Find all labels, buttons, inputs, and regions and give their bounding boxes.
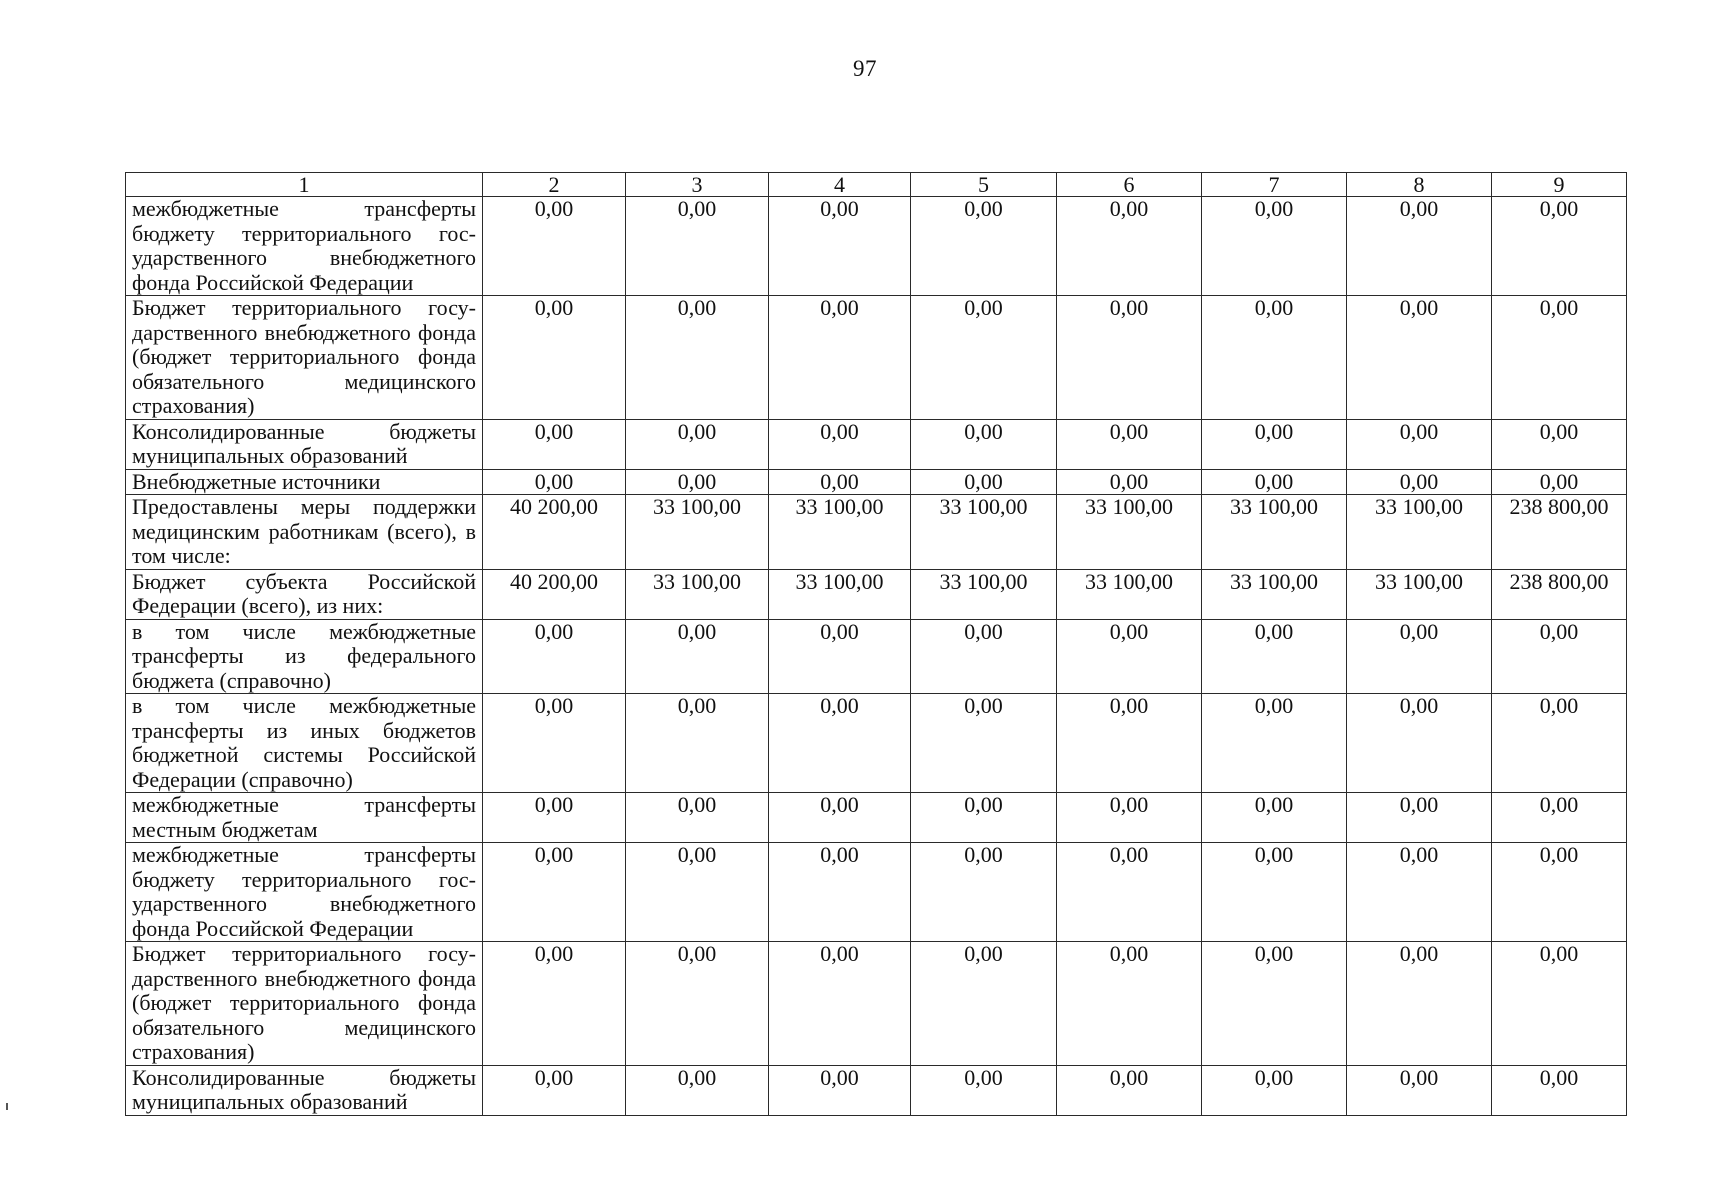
value-cell: 0,00 — [1347, 296, 1492, 420]
row-label: Внебюджетные источники — [126, 469, 483, 495]
column-header: 1 — [126, 173, 483, 197]
row-label: Консолидированные бюджеты муниципальных образований — [126, 419, 483, 469]
value-cell: 0,00 — [483, 843, 626, 942]
value-cell: 238 800,00 — [1492, 495, 1627, 570]
value-cell: 0,00 — [1347, 619, 1492, 694]
value-cell: 40 200,00 — [483, 495, 626, 570]
value-cell: 0,00 — [1492, 296, 1627, 420]
column-header: 7 — [1202, 173, 1347, 197]
value-cell: 0,00 — [1347, 793, 1492, 843]
value-cell: 0,00 — [483, 296, 626, 420]
row-label: Бюджет территориального государственного внебюджетного фонда (бюджет территориального фонда обязательного медицинского страхования) — [126, 296, 483, 420]
value-cell: 0,00 — [626, 1065, 769, 1115]
value-cell: 0,00 — [911, 419, 1057, 469]
value-cell: 0,00 — [769, 419, 911, 469]
value-cell: 0,00 — [769, 469, 911, 495]
value-cell: 0,00 — [1347, 197, 1492, 296]
value-cell: 0,00 — [1202, 296, 1347, 420]
row-label: Предоставлены меры поддержки медицинским работникам (всего), в том числе: — [126, 495, 483, 570]
value-cell: 0,00 — [769, 942, 911, 1066]
value-cell: 0,00 — [1202, 419, 1347, 469]
row-label: в том числе межбюджетные трансферты из иных бюджетов бюджетной системы Российской Федерации (справочно) — [126, 694, 483, 793]
value-cell: 0,00 — [911, 469, 1057, 495]
value-cell: 33 100,00 — [769, 569, 911, 619]
column-header: 9 — [1492, 173, 1627, 197]
value-cell: 0,00 — [626, 419, 769, 469]
row-label: Бюджет территориального государственного внебюджетного фонда (бюджет территориального фонда обязательного медицинского страхования) — [126, 942, 483, 1066]
table-row — [126, 942, 1627, 1066]
value-cell: 0,00 — [911, 694, 1057, 793]
value-cell: 0,00 — [1492, 942, 1627, 1066]
table-row — [126, 495, 1627, 570]
value-cell: 0,00 — [769, 793, 911, 843]
column-header: 4 — [769, 173, 911, 197]
value-cell: 0,00 — [626, 296, 769, 420]
value-cell: 0,00 — [626, 694, 769, 793]
value-cell: 0,00 — [1057, 469, 1202, 495]
value-cell: 0,00 — [1347, 843, 1492, 942]
value-cell: 0,00 — [1492, 1065, 1627, 1115]
row-label: межбюджетные трансферты бюджету территориального государственного внебюджетного фонда Российской Федерации — [126, 843, 483, 942]
value-cell: 0,00 — [1347, 469, 1492, 495]
table-row — [126, 619, 1627, 694]
value-cell: 0,00 — [769, 1065, 911, 1115]
value-cell: 40 200,00 — [483, 569, 626, 619]
value-cell: 0,00 — [1057, 197, 1202, 296]
row-label: межбюджетные трансферты местным бюджетам — [126, 793, 483, 843]
value-cell: 0,00 — [1492, 694, 1627, 793]
table-row — [126, 197, 1627, 296]
value-cell: 0,00 — [769, 843, 911, 942]
value-cell: 0,00 — [483, 793, 626, 843]
column-header: 3 — [626, 173, 769, 197]
value-cell: 0,00 — [483, 1065, 626, 1115]
value-cell: 33 100,00 — [1202, 495, 1347, 570]
column-header: 2 — [483, 173, 626, 197]
value-cell: 0,00 — [1202, 942, 1347, 1066]
row-label: Консолидированные бюджеты муниципальных образований — [126, 1065, 483, 1115]
value-cell: 0,00 — [911, 197, 1057, 296]
column-header: 6 — [1057, 173, 1202, 197]
value-cell: 0,00 — [626, 942, 769, 1066]
value-cell: 33 100,00 — [911, 495, 1057, 570]
column-number-row — [126, 173, 1627, 197]
value-cell: 0,00 — [1492, 197, 1627, 296]
table-row — [126, 296, 1627, 420]
value-cell: 0,00 — [1492, 619, 1627, 694]
scan-edge-mark — [6, 1103, 8, 1110]
value-cell: 0,00 — [769, 694, 911, 793]
table-body — [126, 197, 1627, 1116]
value-cell: 0,00 — [911, 793, 1057, 843]
value-cell: 0,00 — [1202, 469, 1347, 495]
value-cell: 0,00 — [1347, 1065, 1492, 1115]
column-header: 8 — [1347, 173, 1492, 197]
table-row — [126, 843, 1627, 942]
value-cell: 0,00 — [1492, 843, 1627, 942]
value-cell: 0,00 — [483, 469, 626, 495]
value-cell: 0,00 — [1202, 197, 1347, 296]
value-cell: 0,00 — [911, 1065, 1057, 1115]
value-cell: 0,00 — [1347, 694, 1492, 793]
value-cell: 0,00 — [1492, 469, 1627, 495]
value-cell: 0,00 — [1057, 419, 1202, 469]
value-cell: 0,00 — [483, 197, 626, 296]
table-row — [126, 694, 1627, 793]
value-cell: 33 100,00 — [769, 495, 911, 570]
value-cell: 33 100,00 — [626, 569, 769, 619]
value-cell: 0,00 — [626, 619, 769, 694]
column-header: 5 — [911, 173, 1057, 197]
value-cell: 0,00 — [626, 197, 769, 296]
table-row — [126, 469, 1627, 495]
value-cell: 0,00 — [1492, 793, 1627, 843]
value-cell: 0,00 — [911, 942, 1057, 1066]
value-cell: 33 100,00 — [911, 569, 1057, 619]
value-cell: 0,00 — [483, 694, 626, 793]
row-label: Бюджет субъекта Российской Федерации (всего), из них: — [126, 569, 483, 619]
value-cell: 33 100,00 — [1347, 495, 1492, 570]
value-cell: 33 100,00 — [1057, 495, 1202, 570]
value-cell: 0,00 — [911, 296, 1057, 420]
value-cell: 0,00 — [1057, 1065, 1202, 1115]
value-cell: 0,00 — [1202, 619, 1347, 694]
page-number: 97 — [853, 56, 877, 81]
value-cell: 0,00 — [911, 843, 1057, 942]
value-cell: 0,00 — [769, 197, 911, 296]
value-cell: 0,00 — [626, 469, 769, 495]
value-cell: 0,00 — [1057, 843, 1202, 942]
value-cell: 0,00 — [1492, 419, 1627, 469]
budget-table — [125, 172, 1627, 1116]
value-cell: 0,00 — [1202, 793, 1347, 843]
value-cell: 0,00 — [626, 793, 769, 843]
value-cell: 0,00 — [1057, 942, 1202, 1066]
value-cell: 0,00 — [1202, 694, 1347, 793]
value-cell: 33 100,00 — [1347, 569, 1492, 619]
table-row — [126, 419, 1627, 469]
value-cell: 33 100,00 — [626, 495, 769, 570]
table-row — [126, 793, 1627, 843]
value-cell: 0,00 — [1057, 296, 1202, 420]
value-cell: 0,00 — [1057, 694, 1202, 793]
value-cell: 238 800,00 — [1492, 569, 1627, 619]
value-cell: 0,00 — [1202, 843, 1347, 942]
table-row — [126, 1065, 1627, 1115]
value-cell: 33 100,00 — [1057, 569, 1202, 619]
value-cell: 0,00 — [769, 619, 911, 694]
value-cell: 33 100,00 — [1202, 569, 1347, 619]
value-cell: 0,00 — [1347, 419, 1492, 469]
value-cell: 0,00 — [1057, 619, 1202, 694]
value-cell: 0,00 — [483, 419, 626, 469]
value-cell: 0,00 — [769, 296, 911, 420]
value-cell: 0,00 — [483, 942, 626, 1066]
value-cell: 0,00 — [1057, 793, 1202, 843]
value-cell: 0,00 — [1202, 1065, 1347, 1115]
value-cell: 0,00 — [1347, 942, 1492, 1066]
value-cell: 0,00 — [911, 619, 1057, 694]
row-label: в том числе межбюджетные трансферты из федерального бюджета (справочно) — [126, 619, 483, 694]
table-row — [126, 569, 1627, 619]
value-cell: 0,00 — [483, 619, 626, 694]
row-label: межбюджетные трансферты бюджету территориального государственного внебюджетного фонда Российской Федерации — [126, 197, 483, 296]
value-cell: 0,00 — [626, 843, 769, 942]
